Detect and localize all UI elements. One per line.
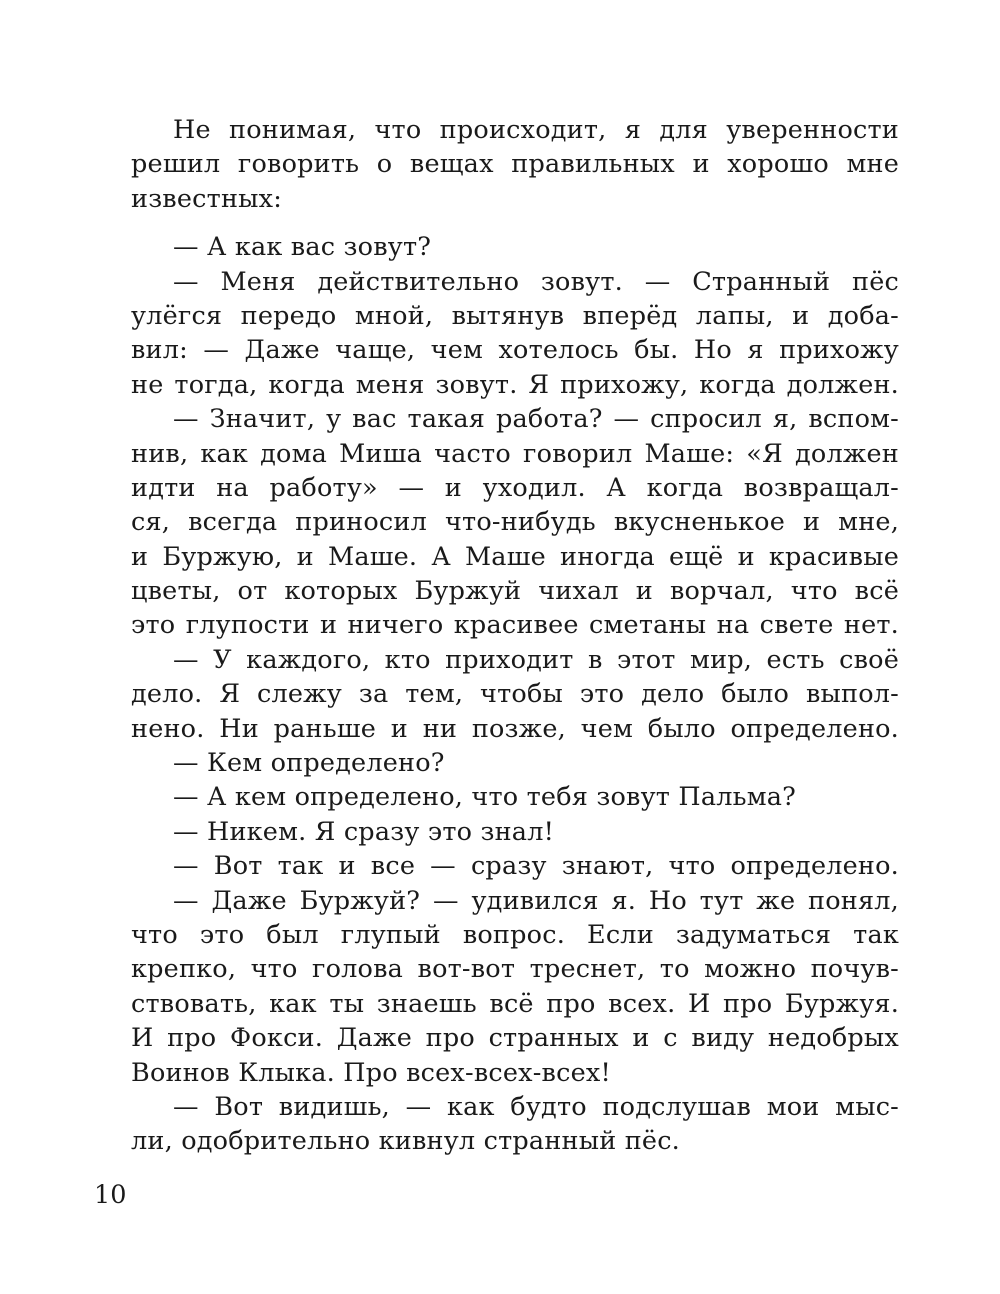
text-line: Воинов Клыка. Про всех-всех-всех! <box>131 1057 611 1088</box>
text-line: что это был глупый вопрос. Если задуматься так <box>131 919 899 950</box>
text-line: дело. Я слежу за тем, чтобы это дело было выпол- <box>131 679 899 710</box>
paragraph <box>131 746 899 780</box>
text-line: решил говорить о вещах правильных и хорошо мне <box>131 149 899 180</box>
paragraph <box>131 113 899 216</box>
text-line: — А как вас зовут? <box>173 232 432 263</box>
text-line: — А кем определено, что тебя зовут Пальма? <box>173 782 797 813</box>
text-line: улёгся передо мной, вытянув вперёд лапы, и доба- <box>131 300 899 331</box>
text-line: Не понимая, что происходит, я для уверенности <box>173 115 899 145</box>
paragraph <box>131 265 899 403</box>
text-line: идти на работу» — и уходил. А когда возвращал- <box>131 472 899 503</box>
text-line: — Никем. Я сразу это знал! <box>173 816 555 847</box>
text-line: нив, как дома Миша часто говорил Маше: «Я должен <box>131 438 899 469</box>
text-line: — Кем определено? <box>173 748 445 779</box>
text-line: цветы, от которых Буржуй чихал и ворчал, что всё <box>131 576 899 607</box>
body-text <box>131 113 899 1159</box>
page-number: 10 <box>94 1180 127 1210</box>
text-line: — У каждого, кто приходит в этот мир, есть своё <box>173 644 899 675</box>
text-line: вил: — Даже чаще, чем хотелось бы. Но я прихожу <box>131 335 899 366</box>
paragraph <box>131 780 899 814</box>
text-line: — Значит, у вас такая работа? — спросил я, вспом- <box>173 404 899 435</box>
paragraph <box>131 884 899 1090</box>
text-line: нено. Ни раньше и ни позже, чем было определено. <box>131 713 899 744</box>
paragraph <box>131 643 899 746</box>
text-line: ся, всегда приносил что-нибудь вкусненькое и мне, <box>131 507 899 538</box>
text-line: это глупости и ничего красивее сметаны на свете нет. <box>131 610 899 641</box>
paragraph <box>131 230 899 264</box>
text-line: крепко, что голова вот-вот треснет, то можно почув- <box>131 954 899 985</box>
paragraph <box>131 849 899 883</box>
text-line: — Вот видишь, — как будто подслушав мои мыс- <box>173 1091 899 1122</box>
paragraph <box>131 815 899 849</box>
text-line: и Буржую, и Маше. А Маше иногда ещё и красивые <box>131 541 899 572</box>
text-line: ли, одобрительно кивнул странный пёс. <box>131 1126 680 1157</box>
text-line: не тогда, когда меня зовут. Я прихожу, когда должен. <box>131 369 899 400</box>
text-line: И про Фокси. Даже про странных и с виду недобрых <box>131 1023 899 1054</box>
text-line: известных: <box>131 183 283 214</box>
paragraph <box>131 1090 899 1159</box>
text-line: — Даже Буржуй? — удивился я. Но тут же понял, <box>173 885 899 916</box>
paragraph <box>131 402 899 643</box>
text-line: — Вот так и все — сразу знают, что определено. <box>173 851 899 882</box>
text-line: — Меня действительно зовут. — Странный пёс <box>173 266 899 297</box>
text-line: ствовать, как ты знаешь всё про всех. И про Буржуя. <box>131 988 899 1019</box>
